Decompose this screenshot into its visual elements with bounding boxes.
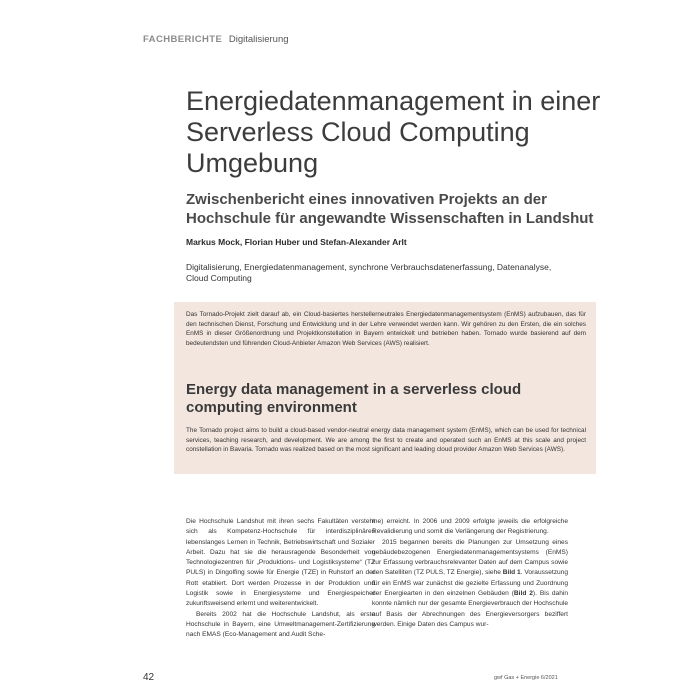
article-subtitle: Zwischenbericht eines innovativen Projekts an der Hochschule für angewandte Wissenschaften in Landshut bbox=[186, 191, 594, 227]
paragraph: Die Hochschule Landshut mit ihren sechs Fakultäten versteht sich als Kompetenz-Hochschule für interdisziplinäres lebenslanges Lernen in Technik, Betriebswirtschaft und Sozialer Arbeit. Dazu hat sie die herausragende Besonderheit von Technologiezentren für „Produktions- und Logistiksysteme“ (TZ PULS) in Dingolfing sowie für Energie (TZE) in Ruhstorf an der Rott etabliert. Dort werden Prozesse in der Produktion und Logistik sowie in Energiesysteme und Energiespeicher zukunftsweisend erlernt und weiterentwickelt. bbox=[186, 518, 375, 608]
journal-info: gwf Gas + Energie 6/2021 bbox=[494, 675, 558, 681]
text-run: 2015 begannen bereits die Planungen zur Umsetzung eines gebäudebezogenen Energiedatenmanagementsystems (EnMS) zur Erfassung verbrauchsrelevanter Daten auf dem Campus sowie den Satelliten (TZ PULS, TZ Energie), siehe bbox=[372, 538, 568, 577]
topic-label: Digitalisierung bbox=[228, 34, 289, 45]
paragraph bbox=[372, 538, 568, 631]
article-title: Energiedatenmanagement in einer Serverless Cloud Computing Umgebung bbox=[186, 86, 601, 178]
section-label: FACHBERICHTE bbox=[143, 34, 223, 45]
figure-ref-bild-2[interactable]: Bild 2 bbox=[513, 590, 533, 598]
text-run: ). Bis dahin konnte nämlich nur der gesamte Energieverbrauch der Hochschule auf Basis der Abrechnungen des Energieversorgers beziffert werden. Einige Daten des Campus wur- bbox=[372, 590, 568, 628]
page-number: 42 bbox=[143, 672, 155, 683]
figure-ref-bild-1[interactable]: Bild 1 bbox=[502, 569, 521, 577]
body-column-1 bbox=[186, 517, 375, 641]
text-run: . Voraussetzung für ein EnMS war zunächst die gezielte Erfassung und Zuordnung der Energiearten in den einzelnen Gebäuden ( bbox=[372, 569, 569, 598]
body-column-2 bbox=[372, 517, 568, 630]
abstract-english: The Tornado project aims to build a cloud-based vendor-neutral energy data management system (EnMS), which can be used for technical services, teaching research, and development. We are among the first to create and operated such an EnMS at this scale and project constellation in Bavaria. Tornado was realized based on the most significant and leading cloud provider Amazon Web Services (AWS). bbox=[186, 427, 586, 453]
authors: Markus Mock, Florian Huber und Stefan-Alexander Arlt bbox=[186, 237, 407, 247]
running-header bbox=[143, 34, 289, 45]
paragraph: Bereits 2002 hat die Hochschule Landshut, als erste Hochschule in Bayern, eine Umweltmanagement-Zertifizierung nach EMAS (Eco-Management and Audit Sche- bbox=[186, 610, 375, 639]
keywords: Digitalisierung, Energiedatenmanagement, synchrone Verbrauchsdatenerfassung, Datenanalyse, Cloud Computing bbox=[186, 262, 552, 283]
abstract-german: Das Tornado-Projekt zielt darauf ab, ein Cloud-basiertes herstellerneutrales Energiedatenmanagementsystem (EnMS) aufzubauen, das für den technischen Dienst, Forschung und Entwicklung und in der Lehre verwendet werden kann. Wir gehören zu den Ersten, die ein solches EnMS in dieser Größenordnung und Projektkonstellation in Bayern entwickelt und betrieben haben. Tornado wurde basierend auf dem bedeutendsten und führenden Cloud-Anbieter Amazon Web Services (AWS) realisiert. bbox=[186, 311, 586, 347]
paragraph: me) erreicht. In 2006 und 2009 erfolgte jeweils die erfolgreiche Revalidierung und somit die Verlängerung der Registrierung. bbox=[372, 518, 568, 536]
english-title: Energy data management in a serverless cloud computing environment bbox=[186, 381, 522, 416]
